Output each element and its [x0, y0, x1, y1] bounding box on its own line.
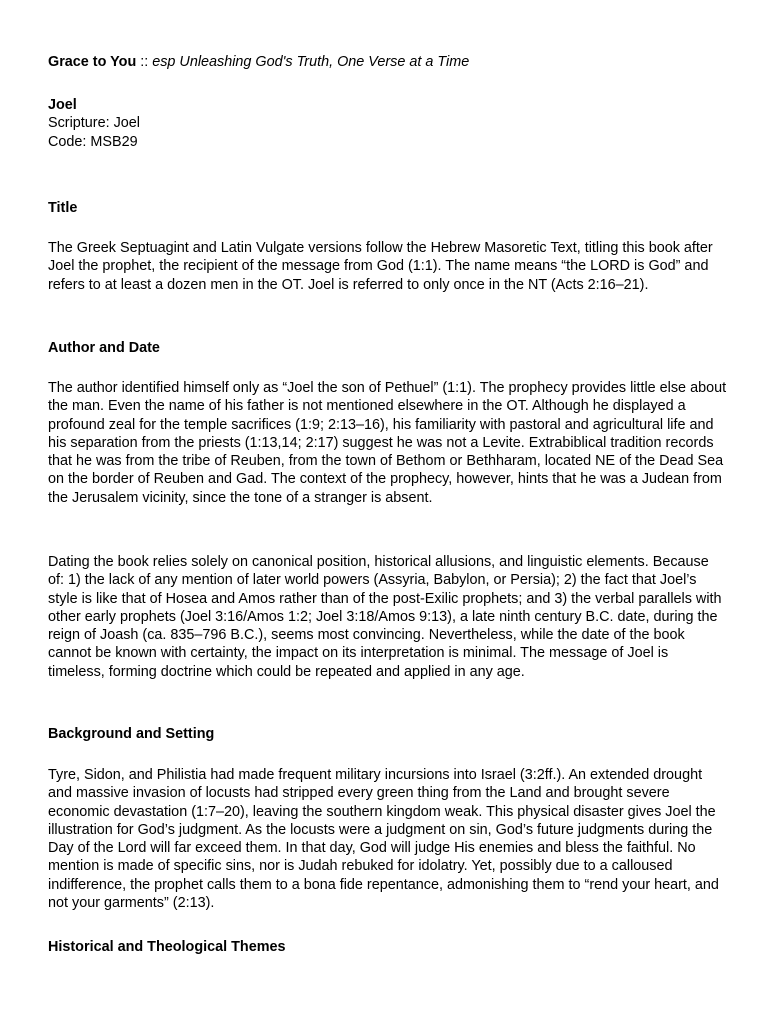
- scripture-reference: Scripture: Joel: [48, 115, 140, 132]
- title-paragraph: The Greek Septuagint and Latin Vulgate versions follow the Hebrew Masoretic Text, titling this book after Joel the prophet, the recipient of the message from God (1:1). The name means “the LORD is God” and refers to at least a dozen men in the OT. Joel is referred to only once in the NT (Acts 2:16–21).: [48, 240, 713, 293]
- page-header: [48, 53, 728, 71]
- author-paragraph: The author identified himself only as “Joel the son of Pethuel” (1:1). The prophecy provides little else about the man. Even the name of his father is not mentioned elsewhere in the OT. Although he displayed a profound zeal for the temple sacrifices (1:9; 2:13–16), his familiarity with pastoral and agricultural life and his separation from the priests (1:13,14; 2:17) suggest he was not a Levite. Extrabiblical tradition records that he was from the tribe of Reuben, from the town of Bethom or Bethharam, located NE of the Dead Sea on the border of Reuben and Gad. The context of the prophecy, however, hints that he was a Judean from the Jerusalem vicinity, since the tone of a stranger is absent.: [48, 380, 727, 506]
- site-name: Grace to You: [48, 54, 137, 70]
- section-heading-title: Title: [48, 200, 78, 216]
- date-paragraph: Dating the book relies solely on canonical position, historical allusions, and linguistic elements. Because of: 1) the lack of any mention of later world powers (Assyria, Babylon, or Persia); 2) the fact that Joel’s style is like that of Hosea and Amos rather than of the post-Exilic prophets; and 3) the verbal parallels with other early prophets (Joel 3:16/Amos 1:2; Joel 3:18/Amos 9:13), a late ninth century B.C. date, during the reign of Joash (ca. 835–796 B.C.), seems most convincing. Nevertheless, while the date of the book cannot be known with certainty, the impact on its interpretation is minimal. The message of Joel is timeless, forming doctrine which could be repeated and applied in any age.: [48, 554, 722, 680]
- section-heading-background: Background and Setting: [48, 726, 215, 742]
- site-tagline: esp Unleashing God's Truth, One Verse at a Time: [152, 54, 470, 70]
- document-title: Joel: [48, 97, 77, 113]
- background-paragraph: Tyre, Sidon, and Philistia had made frequent military incursions into Israel (3:2ff.). An extended drought and massive invasion of locusts had stripped every green thing from the Land and brought severe economic devastation (1:7–20), leaving the southern kingdom weak. This physical disaster gives Joel the illustration for God’s judgment. As the locusts were a judgment on sin, God’s future judgments during the Day of the Lord will far exceed them. In that day, God will judge His enemies and bless the faithful. No mention is made of specific sins, nor is Judah rebuked for idolatry. Yet, possibly due to a calloused indifference, the prophet calls them to a bona fide repentance, admonishing them to “rend your heart, and not your garments” (2:13).: [48, 767, 719, 912]
- header-separator: ::: [136, 54, 153, 70]
- document-meta: [48, 96, 728, 151]
- document-code: Code: MSB29: [48, 133, 138, 150]
- section-heading-themes: Historical and Theological Themes: [48, 939, 286, 955]
- section-heading-author-date: Author and Date: [48, 340, 160, 356]
